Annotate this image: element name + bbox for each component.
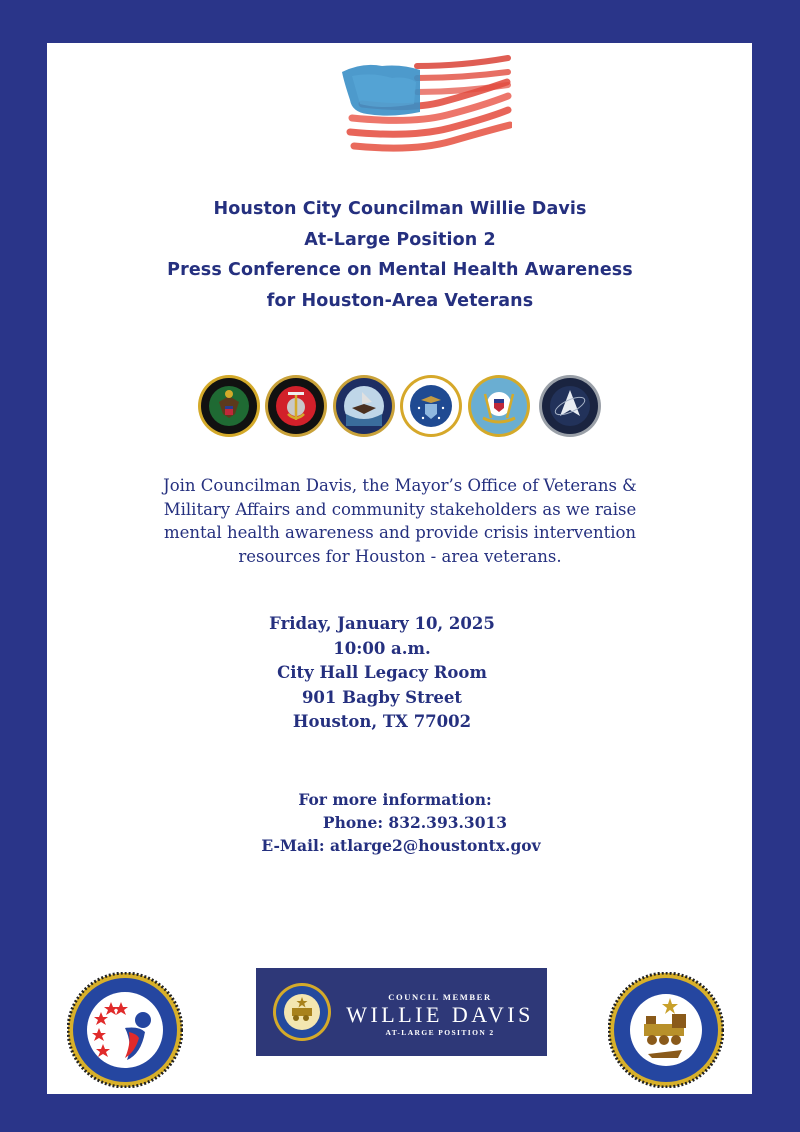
banner-line-council-member: COUNCIL MEMBER	[388, 992, 492, 1002]
description-line: Join Councilman Davis, the Mayor’s Office of Veterans &	[163, 476, 637, 495]
banner-line-position: AT-LARGE POSITION 2	[385, 1028, 495, 1037]
title-line: for Houston-Area Veterans	[266, 290, 534, 311]
event-title	[0, 194, 800, 316]
marine-corps-seal-icon	[264, 374, 328, 438]
event-time: 10:00 a.m.	[333, 638, 431, 658]
army-seal-icon	[197, 374, 261, 438]
military-seals-row	[0, 374, 800, 440]
title-line: Houston City Councilman Willie Davis	[213, 199, 587, 219]
banner-line-name: WILLIE DAVIS	[346, 1002, 534, 1027]
space-force-seal-icon	[538, 374, 602, 438]
event-description	[0, 474, 800, 568]
contact-heading: For more information:	[298, 790, 492, 809]
council-member-banner	[256, 968, 547, 1056]
air-force-seal-icon	[399, 374, 463, 438]
city-of-houston-seal-icon	[608, 972, 724, 1088]
navy-seal-icon	[332, 374, 396, 438]
event-details	[262, 612, 502, 735]
american-flag-icon	[322, 52, 512, 162]
title-line: At-Large Position 2	[304, 229, 496, 250]
description-line: mental health awareness and provide crisis intervention	[163, 523, 637, 542]
veterans-affairs-office-logo-icon	[67, 972, 183, 1088]
event-city: Houston, TX 77002	[292, 712, 472, 731]
contact-info	[0, 788, 800, 857]
banner-text	[340, 968, 540, 1056]
title-line: Press Conference on Mental Health Awareness	[167, 260, 633, 280]
contact-email[interactable]: E-Mail: atlarge2@houstontx.gov	[261, 836, 541, 855]
contact-phone: Phone: 832.393.3013	[322, 813, 508, 832]
city-of-houston-seal-icon	[272, 982, 332, 1042]
event-venue: City Hall Legacy Room	[277, 663, 487, 682]
description-line: Military Affairs and community stakeholders as we raise	[163, 499, 637, 519]
coast-guard-seal-icon	[467, 374, 531, 438]
description-line: resources for Houston - area veterans.	[238, 546, 562, 566]
event-date: Friday, January 10, 2025	[269, 614, 495, 633]
event-street: 901 Bagby Street	[301, 687, 463, 707]
